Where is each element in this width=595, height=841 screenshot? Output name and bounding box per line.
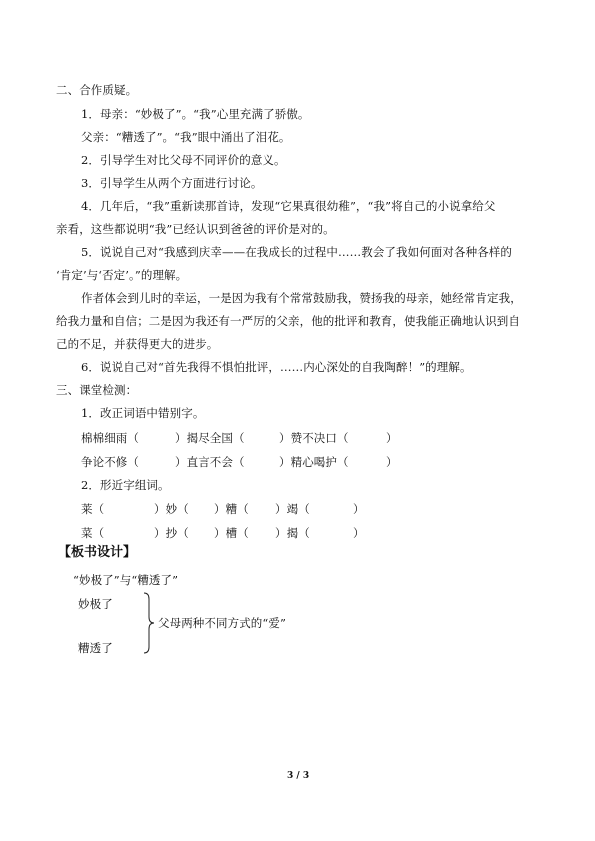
- section2-title: 二、合作质疑。: [56, 83, 138, 97]
- typo-row-1-cell: 棉棉细雨（: [81, 431, 139, 445]
- q4-line2: 亲看，这些都说明“我”已经认识到爸爸的评价是对的。: [56, 222, 335, 236]
- typo-row-2-cell: ）直言不会（: [175, 455, 245, 469]
- board-item-1: 妙极了: [78, 597, 113, 611]
- q4-line1: 4．几年后，“我”重新读那首诗，发现“它果真很幼稚”，“我”将自己的小说拿给父: [81, 199, 496, 213]
- char-row-2-cell: ）抄（: [154, 526, 189, 540]
- char-row-1-cell: ）竭（: [275, 502, 310, 516]
- char-row-1-cell: ）糟（: [214, 502, 249, 516]
- q3: 3．引导学生从两个方面进行讨论。: [81, 176, 263, 190]
- paragraph-line2: 给我力量和自信；二是因为我还有一严厉的父亲，他的批评和教育，使我能正确地认识到自: [56, 314, 520, 328]
- board-summary: 父母两种不同方式的“爱”: [158, 616, 286, 630]
- board-heading: 【板书设计】: [58, 545, 137, 560]
- char-row-2-cell: ）揭（: [275, 526, 310, 540]
- char-row-1-cell: 莱（: [81, 502, 105, 516]
- paragraph-line3: 己的不足，并获得更大的进步。: [56, 337, 219, 351]
- q6: 6．说说自己对“首先我得不惧怕批评，……内心深处的自我陶醉！”的理解。: [81, 360, 472, 374]
- paragraph-line1: 作者体会到儿时的幸运，一是因为我有个常常鼓励我，赞扬我的母亲，她经常肯定我，: [81, 291, 522, 305]
- board-title: “妙极了”与“糟透了”: [73, 573, 179, 587]
- board-item-2: 糟透了: [78, 641, 113, 655]
- curly-brace-icon: [140, 592, 156, 654]
- typo-row-2-cell: 争论不修（: [81, 455, 139, 469]
- typo-row-1-cell: ）: [386, 431, 398, 445]
- char-row-2-cell: ）槽（: [214, 526, 249, 540]
- q1-father: 父亲：“糟透了”。“我”眼中涌出了泪花。: [81, 130, 291, 144]
- typo-row-2-cell: ）精心喝护（: [279, 455, 349, 469]
- typo-row-1-cell: ）赞不决口（: [279, 431, 349, 445]
- page-number: 3 / 3: [287, 771, 310, 781]
- q2: 2．引导学生对比父母不同评价的意义。: [81, 153, 286, 167]
- q1-mother: 1．母亲：“妙极了”。“我”心里充满了骄傲。: [81, 107, 310, 121]
- q5-line1: 5．说说自己对“我感到庆幸——在我成长的过程中……教会了我如何面对各种各样的: [81, 245, 512, 259]
- char-row-1-cell: ）妙（: [154, 502, 189, 516]
- char-row-2-cell: 菜（: [81, 526, 105, 540]
- typo-row-1-cell: ）揭尽全国（: [175, 431, 245, 445]
- s3-q1: 1．改正词语中错别字。: [81, 406, 205, 420]
- section3-title: 三、课堂检测：: [56, 383, 138, 397]
- typo-row-2-cell: ）: [386, 455, 398, 469]
- s3-q2: 2．形近字组词。: [81, 478, 170, 492]
- char-row-1-cell: ）: [353, 502, 365, 516]
- char-row-2-cell: ）: [353, 526, 365, 540]
- q5-line2: ‘肯定’与‘否定’。”的理解。: [56, 268, 188, 282]
